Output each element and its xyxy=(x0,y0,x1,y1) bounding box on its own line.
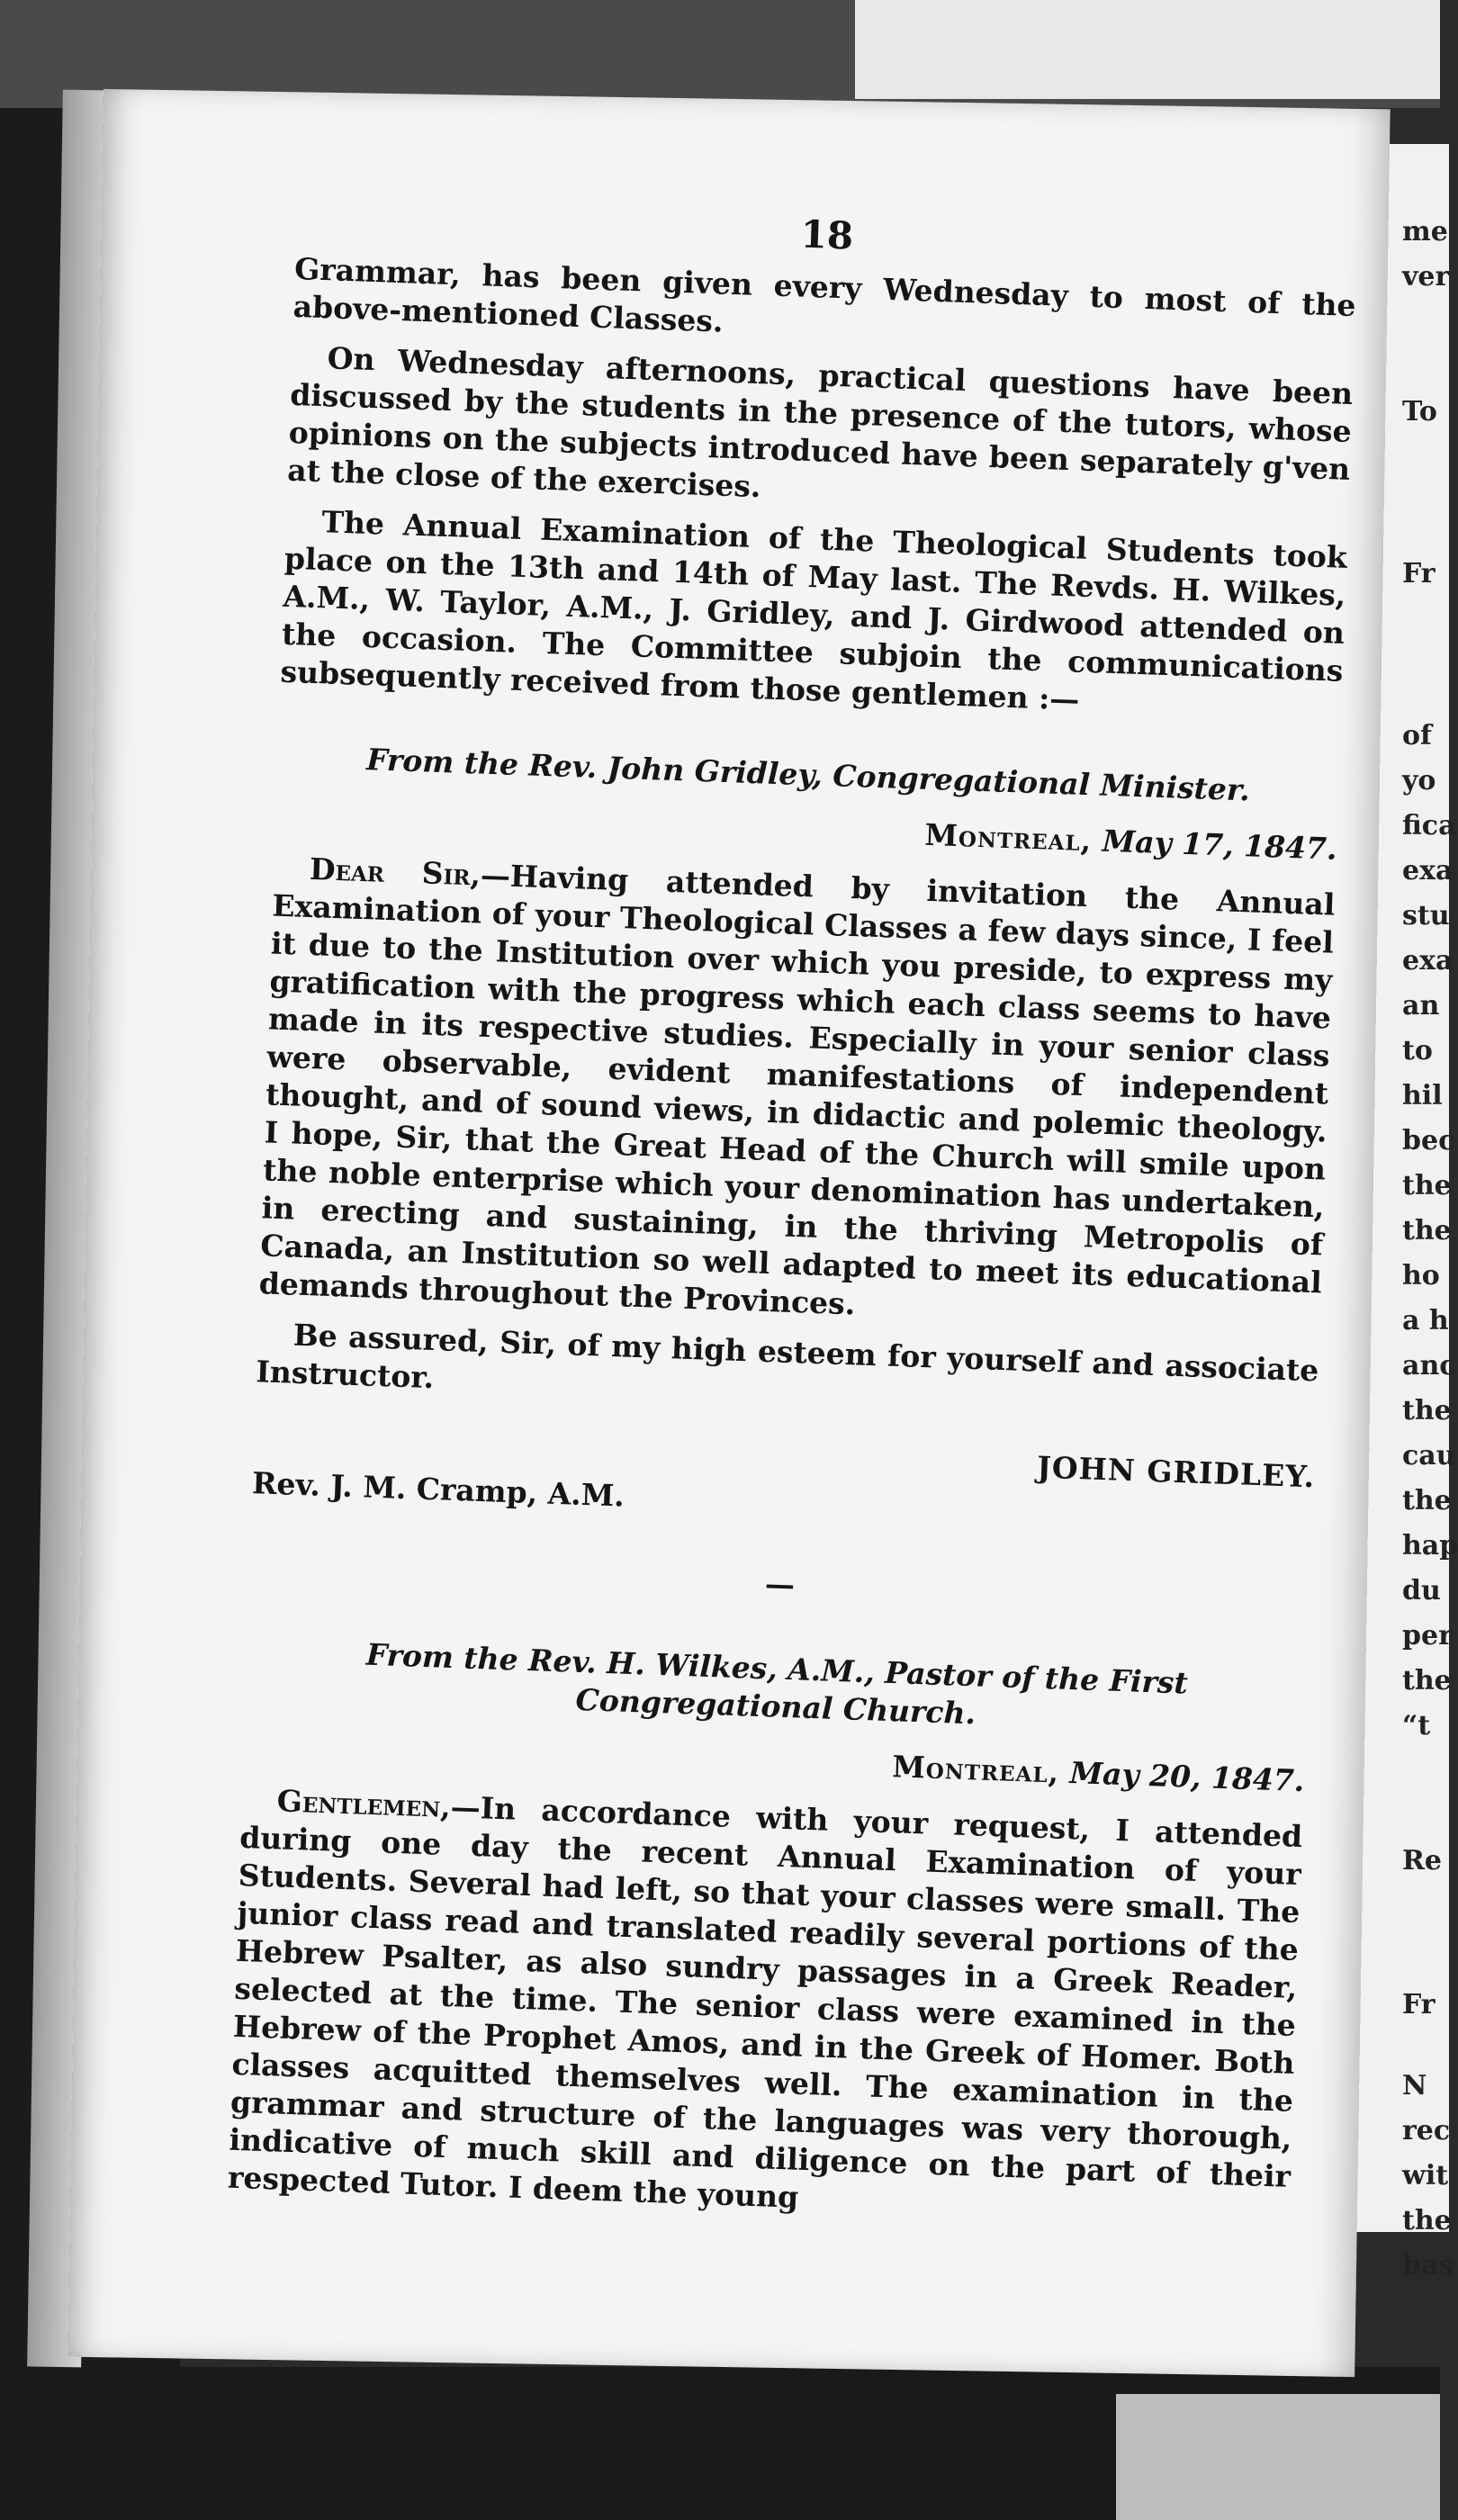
adjacent-page-text: ho xyxy=(1402,1260,1440,1292)
adjacent-page-text: to xyxy=(1402,1035,1433,1066)
letter-2-salutation: Gentlemen, xyxy=(276,1783,452,1825)
adjacent-page-text: ver xyxy=(1402,261,1450,292)
adjacent-page-text: Fr xyxy=(1402,1989,1436,2020)
adjacent-page-text: exa xyxy=(1402,855,1454,886)
letter-2-place: Montreal, xyxy=(891,1749,1060,1790)
page-text xyxy=(227,198,1358,2246)
adjacent-page-text: stu xyxy=(1402,900,1450,932)
adjacent-page-text: hil xyxy=(1402,1080,1443,1112)
intro-paragraph-1: Grammar, has been given every Wednesday to most of the above-mentioned Classes. xyxy=(292,250,1357,339)
letter-1-closing: Be assured, Sir, of my high esteem for yourself and associate Instructor. xyxy=(255,1317,1319,1396)
adjacent-page-text: wit xyxy=(1402,2160,1449,2192)
letter-1-signature: JOHN GRIDLEY. xyxy=(1036,1449,1316,1495)
adjacent-page-text: cau xyxy=(1402,1440,1456,1472)
adjacent-page-text: “t xyxy=(1402,1710,1431,1742)
adjacent-page-text: me xyxy=(1402,216,1448,248)
letter-1-date: May 17, 1847. xyxy=(1102,823,1338,867)
adjacent-page-text: an xyxy=(1402,990,1440,1022)
adjacent-page-text: fica xyxy=(1402,810,1456,842)
adjacent-page-text: yo xyxy=(1402,765,1436,796)
intro-paragraph-3: The Annual Examination of the Theological Students took place on the 13th and 14th of May last. The Revds. H. Wilkes, A.M., W. Taylor, A.M., J. Gridley, and J. Girdwood attended on the occasion. The Committee subjoin the communications subsequently received from those gentlemen :— xyxy=(279,504,1348,717)
adjacent-page-text: bec xyxy=(1402,1125,1455,1156)
section-separator: — xyxy=(764,1566,796,1603)
adjacent-page-text: bas xyxy=(1402,2250,1454,2282)
letter-2-body-text: —In accordance with your request, I attended during one day the recent Annual Examination of your Students. Several had left, so that your classes were small. The junior class read and translated readily several portions of the Hebrew Psalter, as also sundry passages in a Greek Reader, selected at the time. The senior class were examined in the Hebrew of the Prophet Amos, and in the Greek of Homer. Both classes acquitted themselves well. The examination in the grammar and structure of the languages was very thorough, indicative of much skill and diligence on the part of their respected Tutor. I deem the young xyxy=(227,1789,1303,2215)
adjacent-page-text: the xyxy=(1402,1215,1452,1246)
letter-1-heading: From the Rev. John Gridley, Congregational Minister. xyxy=(365,742,1251,808)
adjacent-page-text: Fr xyxy=(1402,558,1436,590)
adjacent-page-text: hap xyxy=(1402,1530,1458,1562)
letter-2-body xyxy=(227,1781,1302,2234)
scanner-background-top-right xyxy=(855,0,1440,99)
adjacent-page-text: a h xyxy=(1402,1305,1449,1336)
scanner-background-bottom-right xyxy=(1116,2394,1440,2520)
adjacent-page-text: the xyxy=(1402,2205,1452,2236)
letter-2-heading: From the Rev. H. Wilkes, A.M., Pastor of the First Congregational Church. xyxy=(365,1636,1189,1732)
adjacent-page-text: Re xyxy=(1402,1845,1443,1876)
adjacent-page-text: du xyxy=(1402,1575,1441,1606)
adjacent-page-text: per xyxy=(1402,1620,1453,1652)
letter-1-place: Montreal, xyxy=(923,816,1093,859)
letter-1-addressee: Rev. J. M. Cramp, A.M. xyxy=(251,1465,626,1514)
adjacent-page-text: the xyxy=(1402,1665,1452,1696)
page-number: 18 xyxy=(799,212,854,258)
letter-1-body-text: —Having attended by invitation the Annual Examination of your Theological Classes a few days since, I feel it due to the Institution over which you preside, to express my gratification with the progress which each class seems to have made in its respective studies. Especially in your senior class were observable, evident manifestations of independent thought, and of sound views, in didactic and polemic theology. I hope, Sir, that the Great Head of the Church will smile upon the noble enterprise which your denomination has undertaken, in erecting and sustaining, in the thriving Metropolis of Canada, an Institution so well adapted to meet its educational demands throughout the Provinces. xyxy=(258,857,1336,1322)
letter-1-salutation: Dear Sir, xyxy=(309,850,482,893)
adjacent-page-text: rec xyxy=(1402,2115,1451,2146)
adjacent-page-text: of xyxy=(1402,720,1432,752)
adjacent-page-text: anc xyxy=(1402,1350,1456,1382)
adjacent-page-text: the xyxy=(1402,1170,1452,1202)
adjacent-page-text: N xyxy=(1402,2070,1427,2102)
intro-paragraph-2: On Wednesday afternoons, practical questions have been discussed by the students in the presence of the tutors, whose opinions on the subjects introduced have been separately g'ven at the close of the exercises. xyxy=(286,340,1354,505)
adjacent-page-text: the xyxy=(1402,1485,1452,1516)
adjacent-page-text: exa xyxy=(1402,945,1454,976)
letter-1-body xyxy=(258,850,1336,1340)
adjacent-page-text: the xyxy=(1402,1395,1452,1426)
adjacent-page-text: To xyxy=(1402,396,1437,428)
letter-2-date: May 20, 1847. xyxy=(1068,1755,1305,1799)
